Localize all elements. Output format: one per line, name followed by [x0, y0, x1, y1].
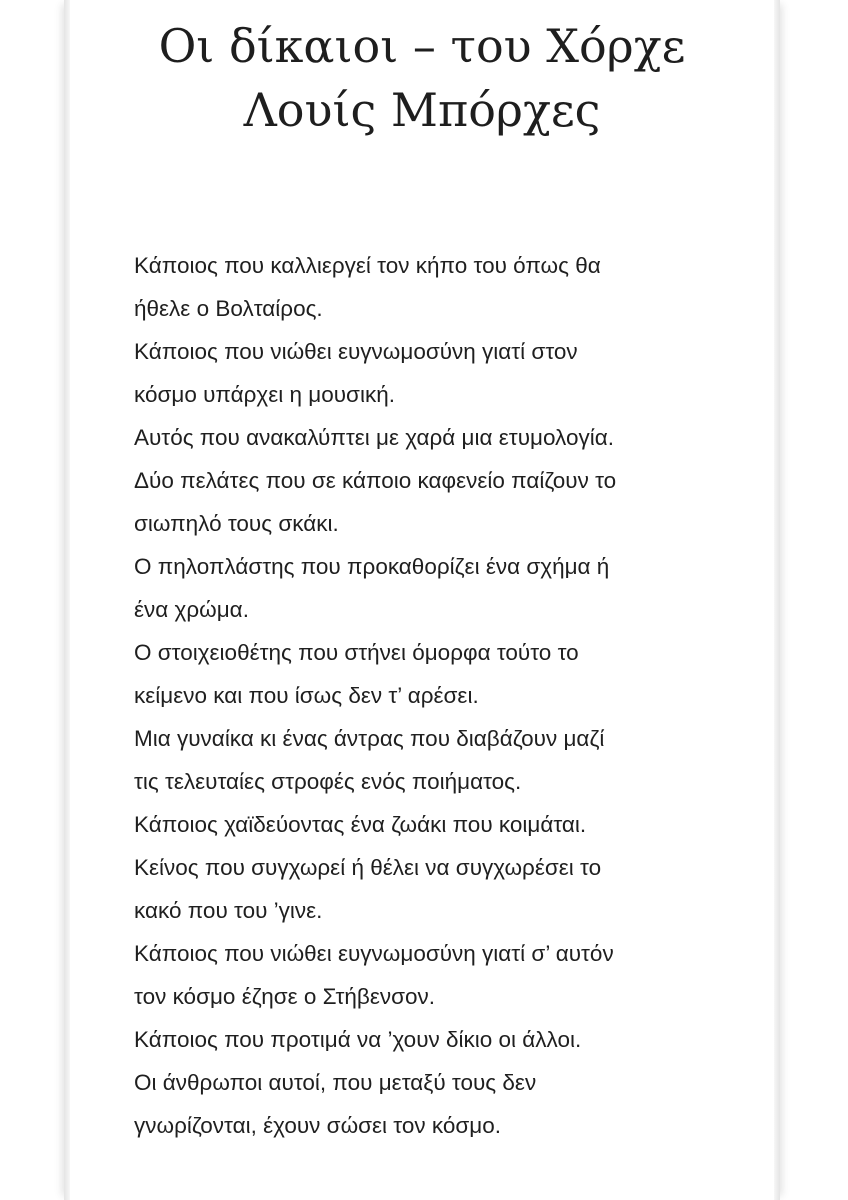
- poem-line: Δύο πελάτες που σε κάποιο καφενείο παίζουν το: [134, 468, 617, 493]
- poem-line: Κάποιος που νιώθει ευγνωμοσύνη γιατί στον: [134, 339, 578, 364]
- card-right-edge: [774, 0, 780, 1200]
- poem-line: Κείνος που συγχωρεί ή θέλει να συγχωρέσει το: [134, 855, 602, 880]
- poem-line: Κάποιος που προτιμά να ’χουν δίκιο οι άλλοι.: [134, 1027, 582, 1052]
- poem-line: Οι άνθρωποι αυτοί, που μεταξύ τους δεν: [134, 1070, 537, 1095]
- poem-line: κείμενο και που ίσως δεν τ’ αρέσει.: [134, 683, 479, 708]
- poem-line: κόσμο υπάρχει η μουσική.: [134, 382, 395, 407]
- poem-line: Αυτός που ανακαλύπτει με χαρά μια ετυμολογία.: [134, 425, 614, 450]
- poem-line: γνωρίζονται, έχουν σώσει τον κόσμο.: [134, 1113, 501, 1138]
- poem-line: τις τελευταίες στροφές ενός ποιήματος.: [134, 769, 522, 794]
- poem-line: ένα χρώμα.: [134, 597, 249, 622]
- card-left-edge: [64, 0, 70, 1200]
- poem-line: Μια γυναίκα κι ένας άντρας που διαβάζουν μαζί: [134, 726, 605, 751]
- poem-line: Ο πηλοπλάστης που προκαθορίζει ένα σχήμα ή: [134, 554, 610, 579]
- poem-line: ήθελε ο Βολταίρος.: [134, 296, 323, 321]
- poem-line: σιωπηλό τους σκάκι.: [134, 511, 339, 536]
- poem-line: Ο στοιχειοθέτης που στήνει όμορφα τούτο το: [134, 640, 579, 665]
- poem-title-line-1: Οι δίκαιοι – του Χόρχε: [158, 19, 686, 73]
- poem-title: [70, 14, 774, 142]
- poem-line: κακό που του ’γινε.: [134, 898, 323, 923]
- poem-line: Κάποιος που νιώθει ευγνωμοσύνη γιατί σ’ αυτόν: [134, 941, 614, 966]
- poem-line: Κάποιος χαϊδεύοντας ένα ζωάκι που κοιμάται.: [134, 812, 587, 837]
- poem-body: [134, 244, 734, 1147]
- poem-line: τον κόσμο έζησε ο Στήβενσον.: [134, 984, 436, 1009]
- poem-line: Κάποιος που καλλιεργεί τον κήπο του όπως θα: [134, 253, 601, 278]
- poem-title-line-2: Λουίς Μπόρχες: [243, 83, 601, 137]
